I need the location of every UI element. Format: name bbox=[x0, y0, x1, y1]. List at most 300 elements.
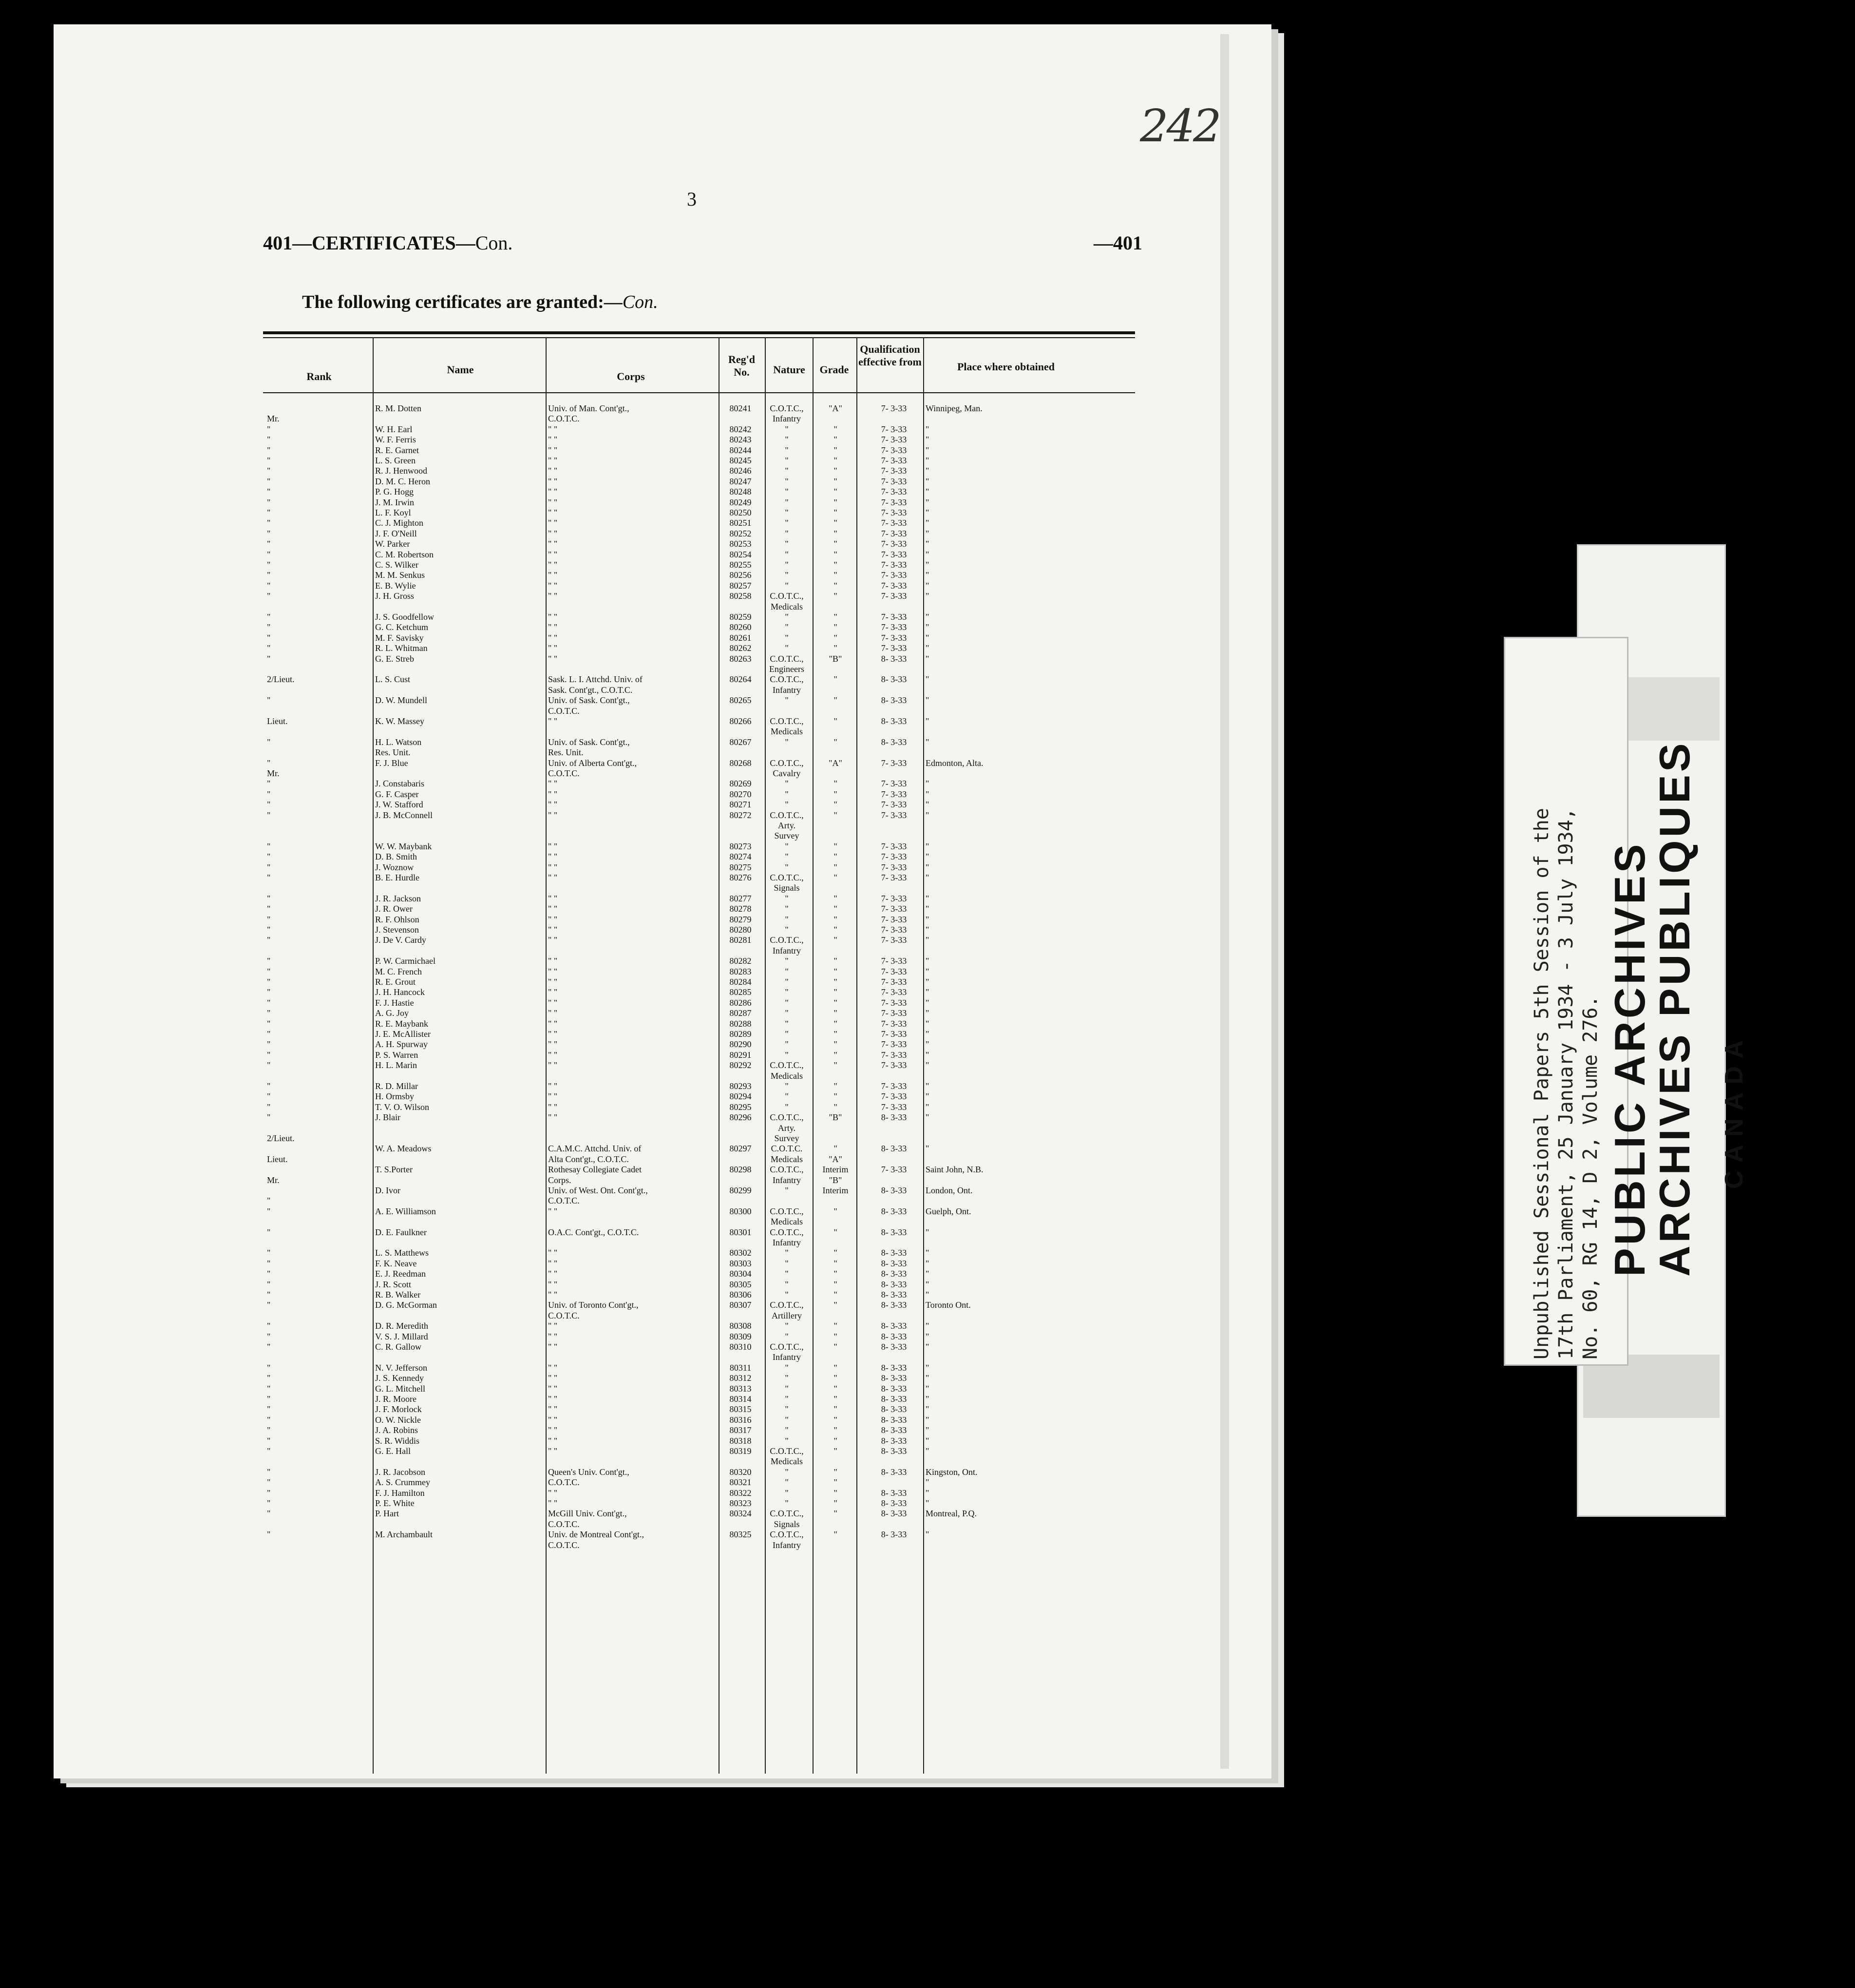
place-cell: " bbox=[926, 914, 929, 924]
name-cell: D. B. Smith bbox=[375, 852, 417, 862]
name-cell: T. S.Porter bbox=[375, 1165, 413, 1175]
corps-cell: C.O.T.C. bbox=[548, 1519, 580, 1529]
table-row bbox=[263, 674, 1135, 685]
rank-cell: " bbox=[267, 1008, 271, 1018]
rank-cell: " bbox=[267, 1435, 271, 1446]
nature-cell: " bbox=[785, 1394, 789, 1404]
table-row bbox=[263, 1446, 1135, 1456]
nature-cell: C.O.T.C., bbox=[770, 1342, 804, 1352]
nature-cell: Medicals bbox=[771, 1154, 803, 1164]
corps-cell: " " bbox=[548, 904, 558, 914]
corps-cell: " " bbox=[548, 1008, 558, 1018]
place-cell: " bbox=[926, 1279, 929, 1289]
grade-cell: " bbox=[833, 1383, 837, 1394]
qualification-date-cell: 8- 3-33 bbox=[881, 1185, 907, 1195]
grade-cell: " bbox=[833, 674, 837, 685]
rank-cell: " bbox=[267, 549, 271, 559]
name-cell: E. J. Reedman bbox=[375, 1269, 426, 1279]
qualification-date-cell: 8- 3-33 bbox=[881, 1446, 907, 1456]
corps-cell: " " bbox=[548, 789, 558, 799]
regd-no-cell: 80270 bbox=[729, 789, 752, 799]
name-cell: M. F. Savisky bbox=[375, 632, 424, 643]
table-row bbox=[263, 497, 1135, 508]
nature-cell: Infantry bbox=[773, 1238, 801, 1247]
regd-no-cell: 80300 bbox=[729, 1206, 752, 1216]
place-cell: " bbox=[926, 476, 929, 486]
qualification-date-cell: 8- 3-33 bbox=[881, 695, 907, 706]
rank-cell: " bbox=[267, 1425, 271, 1435]
regd-no-cell: 80282 bbox=[729, 956, 752, 966]
corps-cell: " " bbox=[548, 1112, 558, 1123]
nature-cell: " bbox=[785, 612, 789, 622]
grade-cell: " bbox=[833, 1498, 837, 1508]
grade-cell: " bbox=[833, 1394, 837, 1404]
place-cell: " bbox=[926, 1394, 929, 1404]
subheading-text: The following certificates are granted:— bbox=[302, 292, 623, 312]
name-cell: J. W. Stafford bbox=[375, 800, 423, 810]
qualification-date-cell: 7- 3-33 bbox=[881, 914, 907, 924]
name-cell: C. R. Gallow bbox=[375, 1342, 422, 1352]
subheading bbox=[302, 291, 658, 313]
corps-cell: " " bbox=[548, 591, 558, 601]
archive-line-1: Unpublished Sessional Papers 5th Session of the bbox=[1531, 808, 1553, 1359]
table-row bbox=[263, 1311, 1135, 1321]
rank-cell: " bbox=[267, 1415, 271, 1425]
name-cell: F. K. Neave bbox=[375, 1258, 417, 1268]
corps-cell: C.A.M.C. Attchd. Univ. of bbox=[548, 1144, 642, 1154]
rank-cell: " bbox=[267, 456, 271, 465]
corps-cell: " " bbox=[548, 873, 558, 882]
grade-cell: "A" bbox=[829, 1154, 842, 1164]
corps-cell: " " bbox=[548, 424, 558, 434]
regd-no-cell: 80323 bbox=[729, 1498, 752, 1508]
table-row bbox=[263, 1269, 1135, 1279]
grade-cell: " bbox=[833, 570, 837, 580]
grade-cell: " bbox=[833, 737, 837, 747]
qualification-date-cell: 7- 3-33 bbox=[881, 1029, 907, 1039]
corps-cell: C.O.T.C. bbox=[548, 1540, 580, 1550]
table-row bbox=[263, 956, 1135, 966]
table-row bbox=[263, 1175, 1135, 1185]
corps-cell: " " bbox=[548, 1425, 558, 1435]
place-cell: " bbox=[926, 653, 929, 664]
rank-cell: " bbox=[267, 580, 271, 591]
nature-cell: Survey bbox=[774, 831, 799, 841]
grade-cell: " bbox=[833, 893, 837, 903]
qualification-date-cell: 7- 3-33 bbox=[881, 1091, 907, 1102]
grade-cell: " bbox=[833, 1446, 837, 1456]
name-cell: F. J. Hastie bbox=[375, 997, 414, 1008]
qualification-date-cell: 7- 3-33 bbox=[881, 956, 907, 966]
table-row bbox=[263, 664, 1135, 674]
rank-cell: " bbox=[267, 508, 271, 517]
table-row bbox=[263, 821, 1135, 831]
name-cell: R. D. Millar bbox=[375, 1081, 418, 1091]
rank-cell: " bbox=[267, 1039, 271, 1050]
qualification-date-cell: 8- 3-33 bbox=[881, 1206, 907, 1216]
table-row bbox=[263, 518, 1135, 528]
grade-cell: " bbox=[833, 1404, 837, 1415]
grade-cell: " bbox=[833, 1039, 837, 1050]
nature-cell: " bbox=[785, 560, 789, 570]
rank-cell: 2/Lieut. bbox=[267, 674, 295, 685]
qualification-date-cell: 8- 3-33 bbox=[881, 1362, 907, 1373]
corps-cell: " " bbox=[548, 445, 558, 455]
rank-cell: " bbox=[267, 966, 271, 976]
qualification-date-cell: 7- 3-33 bbox=[881, 497, 907, 507]
rank-cell: " bbox=[267, 904, 271, 914]
grade-cell: " bbox=[833, 925, 837, 935]
place-cell: " bbox=[926, 935, 929, 945]
corps-cell: C.O.T.C. bbox=[548, 1196, 580, 1206]
qualification-date-cell: 7- 3-33 bbox=[881, 632, 907, 643]
regd-no-cell: 80306 bbox=[729, 1290, 752, 1300]
grade-cell: " bbox=[833, 800, 837, 810]
regd-no-cell: 80275 bbox=[729, 862, 752, 872]
nature-cell: " bbox=[785, 737, 789, 747]
regd-no-cell: 80318 bbox=[729, 1435, 752, 1446]
name-cell: O. W. Nickle bbox=[375, 1415, 421, 1425]
corps-cell: " " bbox=[548, 612, 558, 622]
grade-cell: " bbox=[833, 518, 837, 528]
qualification-date-cell: 7- 3-33 bbox=[881, 935, 907, 945]
table-row bbox=[263, 1467, 1135, 1477]
rank-cell: " bbox=[267, 873, 271, 882]
rank-cell: " bbox=[267, 1404, 271, 1415]
grade-cell: " bbox=[833, 1018, 837, 1029]
nature-cell: " bbox=[785, 445, 789, 455]
rank-cell: " bbox=[267, 852, 271, 862]
regd-no-cell: 80264 bbox=[729, 674, 752, 685]
nature-cell: " bbox=[785, 956, 789, 966]
nature-cell: C.O.T.C., bbox=[770, 810, 804, 820]
header-qualification: Qualification effective from bbox=[858, 343, 922, 368]
name-cell: G. L. Mitchell bbox=[375, 1383, 425, 1394]
table-row bbox=[263, 445, 1135, 456]
regd-no-cell: 80286 bbox=[729, 997, 752, 1008]
regd-no-cell: 80284 bbox=[729, 977, 752, 987]
grade-cell: " bbox=[833, 643, 837, 653]
name-cell: B. E. Hurdle bbox=[375, 873, 419, 882]
qualification-date-cell: 7- 3-33 bbox=[881, 580, 907, 591]
table-row bbox=[263, 487, 1135, 497]
name-cell: A. H. Spurway bbox=[375, 1039, 428, 1050]
nature-cell: " bbox=[785, 1279, 789, 1289]
table-row bbox=[263, 1039, 1135, 1050]
rank-cell: " bbox=[267, 779, 271, 789]
regd-no-cell: 80325 bbox=[729, 1529, 752, 1540]
regd-no-cell: 80277 bbox=[729, 893, 752, 903]
qualification-date-cell: 7- 3-33 bbox=[881, 779, 907, 789]
place-cell: " bbox=[926, 1383, 929, 1394]
nature-cell: " bbox=[785, 1050, 789, 1060]
archive-country: CANADA bbox=[1720, 1032, 1748, 1189]
nature-cell: Medicals bbox=[771, 601, 803, 612]
nature-cell: " bbox=[785, 841, 789, 851]
corps-cell: " " bbox=[548, 560, 558, 570]
nature-cell: C.O.T.C., bbox=[770, 1509, 804, 1519]
regd-no-cell: 80320 bbox=[729, 1467, 752, 1477]
regd-no-cell: 80309 bbox=[729, 1331, 752, 1341]
regd-no-cell: 80311 bbox=[729, 1362, 752, 1373]
regd-no-cell: 80283 bbox=[729, 966, 752, 976]
name-cell: L. S. Cust bbox=[375, 674, 411, 685]
grade-cell: " bbox=[833, 1144, 837, 1154]
corps-cell: " " bbox=[548, 1331, 558, 1341]
corps-cell: " " bbox=[548, 935, 558, 945]
corps-cell: " " bbox=[548, 966, 558, 976]
nature-cell: Medicals bbox=[771, 1070, 803, 1081]
regd-no-cell: 80308 bbox=[729, 1321, 752, 1331]
qualification-date-cell: 8- 3-33 bbox=[881, 1227, 907, 1237]
rank-cell: " bbox=[267, 591, 271, 601]
qualification-date-cell: 7- 3-33 bbox=[881, 862, 907, 872]
table-row bbox=[263, 1394, 1135, 1404]
qualification-date-cell: 8- 3-33 bbox=[881, 1425, 907, 1435]
corps-cell: " " bbox=[548, 570, 558, 580]
nature-cell: C.O.T.C., bbox=[770, 1529, 804, 1540]
corps-cell: " " bbox=[548, 1279, 558, 1289]
corps-cell: Corps. bbox=[548, 1175, 571, 1185]
grade-cell: " bbox=[833, 1258, 837, 1268]
name-cell: R. L. Whitman bbox=[375, 643, 428, 653]
regd-no-cell: 80243 bbox=[729, 435, 752, 445]
regd-no-cell: 80247 bbox=[729, 476, 752, 486]
nature-cell: C.O.T.C., bbox=[770, 1446, 804, 1456]
table-row bbox=[263, 560, 1135, 570]
nature-cell: Infantry bbox=[773, 1175, 801, 1185]
rank-cell: " bbox=[267, 695, 271, 706]
page-number: 3 bbox=[687, 188, 697, 210]
place-cell: " bbox=[926, 549, 929, 559]
nature-cell: " bbox=[785, 1467, 789, 1477]
table-row bbox=[263, 873, 1135, 883]
name-cell: W. W. Maybank bbox=[375, 841, 432, 851]
place-cell: " bbox=[926, 862, 929, 872]
regd-no-cell: 80242 bbox=[729, 424, 752, 434]
place-cell: Toronto Ont. bbox=[926, 1300, 971, 1310]
nature-cell: " bbox=[785, 904, 789, 914]
regd-no-cell: 80272 bbox=[729, 810, 752, 820]
table-row bbox=[263, 1133, 1135, 1144]
corps-cell: " " bbox=[548, 1018, 558, 1029]
qualification-date-cell: 7- 3-33 bbox=[881, 456, 907, 465]
qualification-date-cell: 8- 3-33 bbox=[881, 1498, 907, 1508]
rank-cell: " bbox=[267, 476, 271, 486]
place-cell: " bbox=[926, 1373, 929, 1383]
nature-cell: Infantry bbox=[773, 414, 801, 424]
table-row bbox=[263, 758, 1135, 768]
table-row bbox=[263, 768, 1135, 779]
regd-no-cell: 80292 bbox=[729, 1060, 752, 1070]
name-cell: J. B. McConnell bbox=[375, 810, 433, 820]
grade-cell: " bbox=[833, 987, 837, 997]
nature-cell: C.O.T.C., bbox=[770, 758, 804, 768]
qualification-date-cell: 7- 3-33 bbox=[881, 549, 907, 559]
grade-cell: "A" bbox=[829, 403, 842, 413]
place-cell: " bbox=[926, 716, 929, 726]
place-cell: " bbox=[926, 841, 929, 851]
grade-cell: "B" bbox=[829, 1175, 842, 1185]
place-cell: " bbox=[926, 1477, 929, 1488]
name-cell: P. W. Carmichael bbox=[375, 956, 435, 966]
rank-cell: " bbox=[267, 622, 271, 632]
nature-cell: " bbox=[785, 1425, 789, 1435]
place-cell: Winnipeg, Man. bbox=[926, 403, 983, 413]
place-cell: " bbox=[926, 1488, 929, 1498]
corps-cell: O.A.C. Cont'gt., C.O.T.C. bbox=[548, 1227, 639, 1237]
nature-cell: " bbox=[785, 476, 789, 486]
name-cell: H. L. Watson bbox=[375, 737, 422, 747]
table-row bbox=[263, 539, 1135, 549]
grade-cell: Interim bbox=[822, 1165, 849, 1175]
nature-cell: C.O.T.C., bbox=[770, 1206, 804, 1216]
corps-cell: " " bbox=[548, 528, 558, 538]
regd-no-cell: 80290 bbox=[729, 1039, 752, 1050]
nature-cell: C.O.T.C., bbox=[770, 653, 804, 664]
regd-no-cell: 80301 bbox=[729, 1227, 752, 1237]
grade-cell: " bbox=[833, 528, 837, 538]
table-row bbox=[263, 1540, 1135, 1550]
grade-cell: " bbox=[833, 549, 837, 559]
nature-cell: Infantry bbox=[773, 1352, 801, 1362]
place-cell: Edmonton, Alta. bbox=[926, 758, 984, 768]
regd-no-cell: 80305 bbox=[729, 1279, 752, 1289]
table-row bbox=[263, 1206, 1135, 1217]
rank-cell: " bbox=[267, 1290, 271, 1300]
qualification-date-cell: 7- 3-33 bbox=[881, 508, 907, 517]
nature-cell: " bbox=[785, 925, 789, 935]
rank-cell: " bbox=[267, 1383, 271, 1394]
qualification-date-cell: 8- 3-33 bbox=[881, 1342, 907, 1352]
corps-cell: Univ. of Sask. Cont'gt., bbox=[548, 737, 630, 747]
name-cell: R. E. Grout bbox=[375, 977, 416, 987]
nature-cell: C.O.T.C., bbox=[770, 716, 804, 726]
regd-no-cell: 80249 bbox=[729, 497, 752, 507]
table-row bbox=[263, 1300, 1135, 1310]
nature-cell: " bbox=[785, 1029, 789, 1039]
name-cell: J. R. Scott bbox=[375, 1279, 412, 1289]
name-cell: G. F. Casper bbox=[375, 789, 419, 799]
regd-no-cell: 80316 bbox=[729, 1415, 752, 1425]
qualification-date-cell: 8- 3-33 bbox=[881, 1321, 907, 1331]
name-cell: D. Ivor bbox=[375, 1185, 400, 1195]
corps-cell: Queen's Univ. Cont'gt., bbox=[548, 1467, 629, 1477]
regd-no-cell: 80289 bbox=[729, 1029, 752, 1039]
name-cell: D. M. C. Heron bbox=[375, 476, 430, 486]
nature-cell: C.O.T.C., bbox=[770, 1165, 804, 1175]
grade-cell: " bbox=[833, 1206, 837, 1216]
rank-cell: " bbox=[267, 1529, 271, 1540]
table-row bbox=[263, 1477, 1135, 1488]
place-cell: " bbox=[926, 1425, 929, 1435]
qualification-date-cell: 7- 3-33 bbox=[881, 424, 907, 434]
name-cell: F. J. Hamilton bbox=[375, 1488, 425, 1498]
name-cell: J. F. Morlock bbox=[375, 1404, 422, 1415]
qualification-date-cell: 7- 3-33 bbox=[881, 800, 907, 810]
nature-cell: C.O.T.C., bbox=[770, 674, 804, 685]
place-cell: " bbox=[926, 487, 929, 497]
corps-cell: " " bbox=[548, 997, 558, 1008]
nature-cell: C.O.T.C. bbox=[771, 1144, 803, 1154]
qualification-date-cell: 8- 3-33 bbox=[881, 1529, 907, 1540]
corps-cell: " " bbox=[548, 1394, 558, 1404]
qualification-date-cell: 7- 3-33 bbox=[881, 893, 907, 903]
corps-cell: " " bbox=[548, 1029, 558, 1039]
nature-cell: " bbox=[785, 1383, 789, 1394]
regd-no-cell: 80250 bbox=[729, 508, 752, 517]
place-cell: " bbox=[926, 852, 929, 862]
place-cell: " bbox=[926, 1498, 929, 1508]
grade-cell: " bbox=[833, 966, 837, 976]
name-cell: J. M. Irwin bbox=[375, 497, 414, 507]
corps-cell: " " bbox=[548, 1415, 558, 1425]
name-cell: J. F. O'Neill bbox=[375, 528, 417, 538]
nature-cell: " bbox=[785, 987, 789, 997]
name-cell: D. R. Meredith bbox=[375, 1321, 428, 1331]
place-cell: " bbox=[926, 612, 929, 622]
qualification-date-cell: 8- 3-33 bbox=[881, 1394, 907, 1404]
rank-cell: " bbox=[267, 1321, 271, 1331]
nature-cell: Medicals bbox=[771, 726, 803, 737]
rank-cell: " bbox=[267, 914, 271, 924]
table-row bbox=[263, 1352, 1135, 1362]
nature-cell: C.O.T.C., bbox=[770, 935, 804, 945]
nature-cell: " bbox=[785, 1091, 789, 1102]
qualification-date-cell: 8- 3-33 bbox=[881, 1112, 907, 1123]
qualification-date-cell: 7- 3-33 bbox=[881, 570, 907, 580]
nature-cell: " bbox=[785, 852, 789, 862]
rank-cell: " bbox=[267, 1342, 271, 1352]
regd-no-cell: 80298 bbox=[729, 1165, 752, 1175]
regd-no-cell: 80285 bbox=[729, 987, 752, 997]
qualification-date-cell: 7- 3-33 bbox=[881, 1039, 907, 1050]
table-row bbox=[263, 1415, 1135, 1425]
grade-cell: " bbox=[833, 914, 837, 924]
rank-cell: " bbox=[267, 1081, 271, 1091]
table-row bbox=[263, 935, 1135, 945]
place-cell: Saint John, N.B. bbox=[926, 1165, 984, 1175]
name-cell: C. M. Robertson bbox=[375, 549, 434, 559]
qualification-date-cell: 7- 3-33 bbox=[881, 643, 907, 653]
grade-cell: " bbox=[833, 810, 837, 820]
corps-cell: Rothesay Collegiate Cadet bbox=[548, 1165, 642, 1175]
corps-cell: " " bbox=[548, 1091, 558, 1102]
nature-cell: " bbox=[785, 549, 789, 559]
grade-cell: Interim bbox=[822, 1185, 849, 1195]
grade-cell: " bbox=[833, 487, 837, 497]
nature-cell: " bbox=[785, 997, 789, 1008]
nature-cell: Engineers bbox=[769, 664, 804, 674]
table-row bbox=[263, 852, 1135, 862]
table-row bbox=[263, 915, 1135, 925]
rank-cell: " bbox=[267, 758, 271, 768]
name-cell: M. Archambault bbox=[375, 1529, 433, 1540]
corps-cell: McGill Univ. Cont'gt., bbox=[548, 1509, 627, 1519]
place-cell: " bbox=[926, 1529, 929, 1540]
grade-cell: " bbox=[833, 1008, 837, 1018]
place-cell: " bbox=[926, 1321, 929, 1331]
regd-no-cell: 80280 bbox=[729, 925, 752, 935]
place-cell: " bbox=[926, 456, 929, 465]
header-name: Name bbox=[447, 363, 474, 376]
table-row bbox=[263, 477, 1135, 487]
table-row bbox=[263, 435, 1135, 445]
grade-cell: " bbox=[833, 862, 837, 872]
nature-cell: " bbox=[785, 1290, 789, 1300]
rank-cell: " bbox=[267, 653, 271, 664]
rank-cell: " bbox=[267, 956, 271, 966]
